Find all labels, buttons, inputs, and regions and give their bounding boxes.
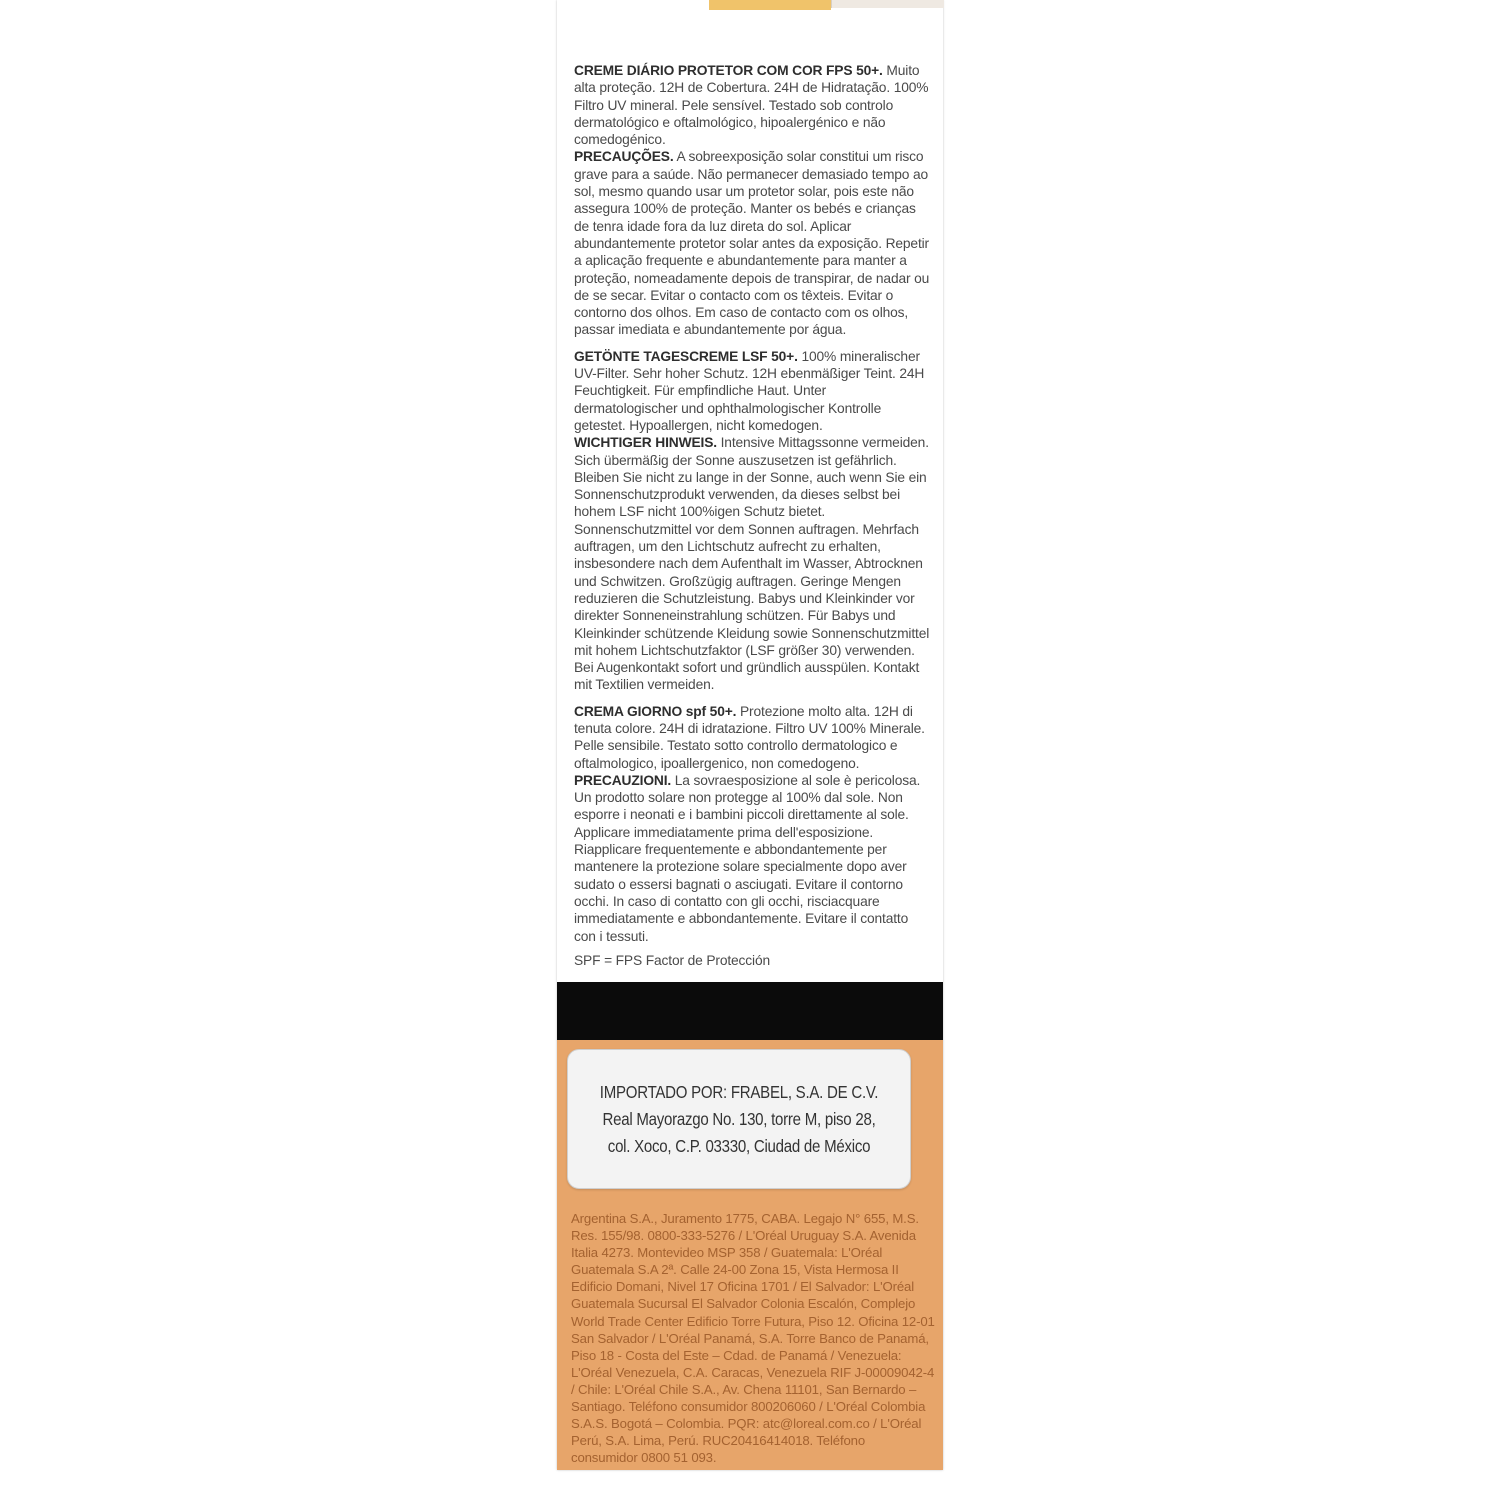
product-box-side-panel	[557, 0, 943, 1470]
sticker-line-1: IMPORTADO POR: FRABEL, S.A. DE C.V.	[599, 1082, 879, 1102]
italian-precautions-title: PRECAUZIONI.	[574, 772, 672, 788]
italian-precautions-text: La sovraesposizione al sole è pericolosa. Un prodotto solare non protegge al 100% dal sole. Non esporre i neonati e i bambini piccoli direttamente al sole. Applicare immediatamente prima dell'esposizione. Riapplicare frequentemente e abbondantemente per mantenere la protezione solare specialmente dopo aver sudato o essersi bagnati o asciugati. Evitare il contorno occhi. In caso di contatto con gli occhi, risciacquare immediatamente e abbondantemente. Evitare il contatto con i tessuti.	[574, 772, 921, 944]
orange-panel	[557, 1040, 943, 1470]
german-title: GETÖNTE TAGESCREME LSF 50+.	[574, 348, 798, 364]
sticker-line-3: col. Xoco, C.P. 03330, Ciudad de México	[607, 1136, 871, 1156]
distributors-address	[571, 1210, 935, 1466]
instructions-text-column	[574, 62, 930, 969]
instructions-panel	[557, 34, 943, 982]
portuguese-description: Muito alta proteção. 12H de Cobertura. 24H de Hidratação. 100% Filtro UV mineral. Pele sensível. Testado sob controlo dermatológico e oftalmológico, hipoalergénico e não comedogénico.	[574, 63, 929, 148]
portuguese-title: CREME DIÁRIO PROTETOR COM COR FPS 50+.	[574, 63, 883, 78]
portuguese-precautions-title: PRECAUÇÕES.	[574, 149, 674, 165]
importer-sticker	[567, 1049, 911, 1189]
spf-note: SPF = FPS Factor de Protección	[574, 952, 771, 968]
german-warning-text: Intensive Mittagssonne vermeiden. Sich übermäßig der Sonne auszusetzen ist gefährlich. Bleiben Sie nicht zu lange in der Sonne, auch wenn Sie ein Sonnenschutzprodukt verwenden, da dieses selbst bei hohem LSF nicht 100%igen Schutz bietet. Sonnenschutzmittel vor dem Sonnen auftragen. Mehrfach auftragen, um den Lichtschutz aufrecht zu erhalten, insbesondere nach dem Aufenthalt im Wasser, Abtrocknen und Schwitzen. Großzügig auftragen. Geringe Mengen reduzieren die Schutzleistung. Babys und Kleinkinder vor direkter Sonneneinstrahlung schützen. Für Babys und Kleinkinder schützende Kleidung sowie Sonnenschutzmittel mit hohem Lichtschutzfaktor (LSF größer 30) verwenden. Bei Augenkontakt sofort und gründlich ausspülen. Kontakt mit Textilien vermeiden.	[574, 435, 930, 693]
german-warning-title: WICHTIGER HINWEIS.	[574, 435, 717, 451]
distributors-text: Argentina S.A., Juramento 1775, CABA. Legajo N° 655, M.S. Res. 155/98. 0800-333-5276 / L'Oréal Uruguay S.A. Avenida Italia 4273. Montevideo MSP 358 / Guatemala: L'Oréal Guatemala S.A 2ª. Calle 24-00 Zona 15, Vista Hermosa II Edificio Domani, Nivel 17 Oficina 1701 / El Salvador: L'Oréal Guatemala Sucursal El Salvador Colonia Escalón, Complejo World Trade Center Edificio Torre Futura, Piso 12. Oficina 12-01 San Salvador / L'Oréal Panamá, S.A. Torre Banco de Panamá, Piso 18 - Costa del Este – Cdad. de Panamá / Venezuela: L'Oréal Venezuela, C.A. Caracas, Venezuela RIF J-00009042-4 / Chile: L'Oréal Chile S.A., Av. Chena 11101, San Bernardo – Santiago. Teléfono consumidor 800206060 / L'Oréal Colombia S.A.S. Bogotá – Colombia. PQR: atc@loreal.com.co / L'Oréal Perú, S.A. Lima, Perú. RUC20416414018. Teléfono consumidor 0800 51 093.	[571, 1211, 935, 1466]
italian-block	[574, 703, 930, 772]
german-description: 100% mineralischer UV-Filter. Sehr hoher Schutz. 12H ebenmäßiger Teint. 24H Feuchtigkeit. Für empfindliche Haut. Unter dermatologischer und ophthalmologischer Kontrolle getestet. Hypoallergen, nicht komedogen.	[574, 348, 925, 433]
italian-precautions	[574, 772, 930, 945]
portuguese-precautions-text: A sobreexposição solar constitui um risco grave para a saúde. Não permanecer demasiado tempo ao sol, mesmo quando usar um protetor solar, pois este não assegura 100% de proteção. Manter os bebés e crianças de tenra idade fora da luz direta do sol. Aplicar abundantemente protetor solar antes da exposição. Repetir a aplicação frequente e abundantemente para manter a proteção, nomeadamente depois de transpirar, de nadar ou de se secar. Evitar o contacto com os têxteis. Evitar o contorno dos olhos. Em caso de contacto com os olhos, passar imediata e abundantemente por água.	[574, 149, 930, 338]
italian-description: Protezione molto alta. 12H di tenuta colore. 24H di idratazione. Filtro UV 100% Minerale. Pelle sensibile. Testato sotto controllo dermatologico e oftalmologico, ipoallergenico, non comedogeno.	[574, 703, 925, 771]
portuguese-precautions	[574, 148, 930, 338]
sticker-text	[592, 1079, 886, 1160]
german-warning	[574, 434, 930, 693]
black-stripe	[557, 982, 943, 1040]
sticker-line-2: Real Mayorazgo No. 130, torre M, piso 28,	[602, 1109, 876, 1129]
top-flap-beige	[831, 0, 944, 8]
portuguese-block	[574, 62, 930, 148]
top-flap-yellow	[709, 0, 831, 10]
italian-title: CREMA GIORNO spf 50+.	[574, 703, 737, 719]
german-block	[574, 348, 930, 434]
